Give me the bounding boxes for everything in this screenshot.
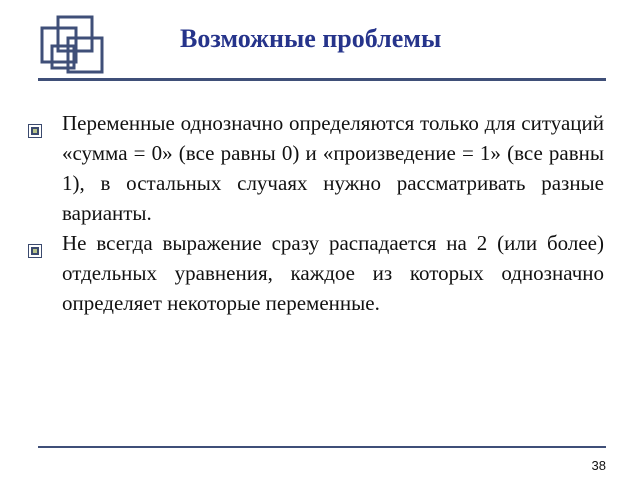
list-item <box>22 108 604 228</box>
list-item <box>22 228 604 318</box>
square-bullet-icon <box>28 236 42 250</box>
bullet-text: Переменные однозначно определяются только для ситуаций «сумма = 0» (все равны 0) и «произведение = 1» (все равны 1), в остальных случаях нужно рассматривать разные варианты. <box>62 111 604 225</box>
top-divider <box>38 78 606 81</box>
square-bullet-icon <box>28 116 42 130</box>
page-number: 38 <box>591 458 606 473</box>
bottom-divider <box>38 446 606 448</box>
bullet-text: Не всегда выражение сразу распадается на 2 (или более) отдельных уравнения, каждое из которых однозначно определяет некоторые переменные. <box>62 231 604 315</box>
slide-title: Возможные проблемы <box>180 24 442 53</box>
bullet-list <box>22 108 604 318</box>
overlapping-squares-logo-icon <box>38 14 112 78</box>
